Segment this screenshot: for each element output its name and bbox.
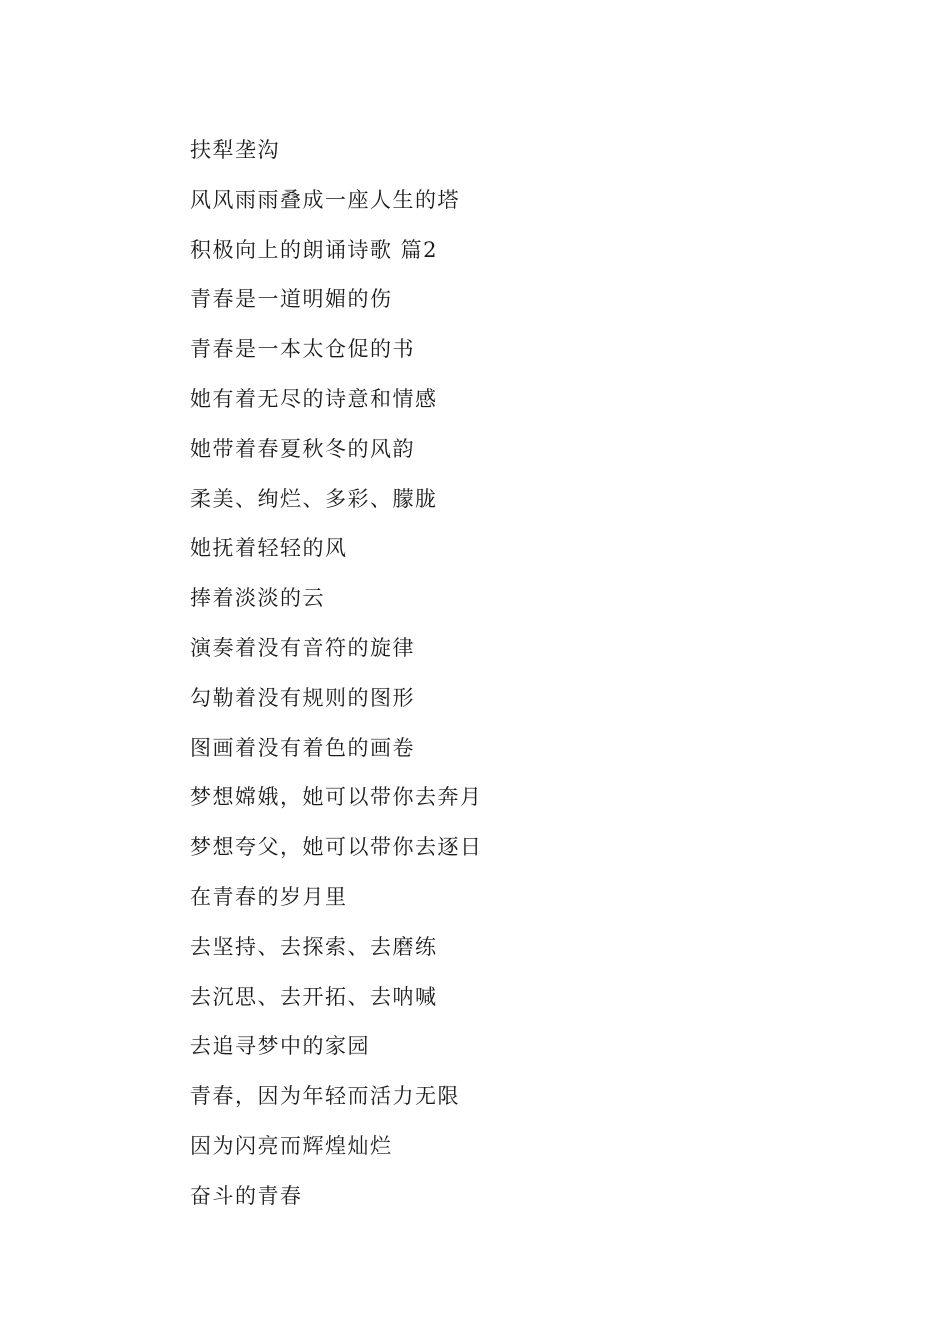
poem-line: 去追寻梦中的家园 (190, 1034, 370, 1059)
poem-line: 梦想嫦娥，她可以带你去奔月 (190, 785, 483, 810)
poem-line: 图画着没有着色的画卷 (190, 735, 415, 760)
poem-line: 奋斗的青春 (190, 1183, 303, 1208)
section-heading: 积极向上的朗诵诗歌 篇2 (190, 237, 439, 262)
poem-line: 扶犁垄沟 (190, 138, 280, 162)
poem-line: 她抚着轻轻的风 (190, 536, 348, 561)
poem-line: 她带着春夏秋冬的风韵 (190, 436, 415, 461)
poem-line: 因为闪亮而辉煌灿烂 (190, 1133, 393, 1158)
poem-line: 风风雨雨叠成一座人生的塔 (190, 187, 460, 212)
poem-line: 去坚持、去探索、去磨练 (190, 934, 438, 959)
poem-line: 捧着淡淡的云 (190, 586, 325, 611)
poem-line: 青春是一本太仓促的书 (190, 337, 415, 362)
poem-line: 她有着无尽的诗意和情感 (190, 386, 438, 411)
poem-line: 柔美、绚烂、多彩、朦胧 (190, 486, 438, 511)
poem-text (190, 132, 890, 1228)
poem-line: 梦想夸父，她可以带你去逐日 (190, 835, 483, 860)
poem-line: 青春，因为年轻而活力无限 (190, 1084, 460, 1109)
poem-line: 去沉思、去开拓、去呐喊 (190, 984, 438, 1009)
poem-line: 勾勒着没有规则的图形 (190, 685, 415, 710)
poem-line: 青春是一道明媚的伤 (190, 287, 393, 312)
poem-line: 演奏着没有音符的旋律 (190, 635, 415, 660)
poem-line: 在青春的岁月里 (190, 884, 348, 909)
